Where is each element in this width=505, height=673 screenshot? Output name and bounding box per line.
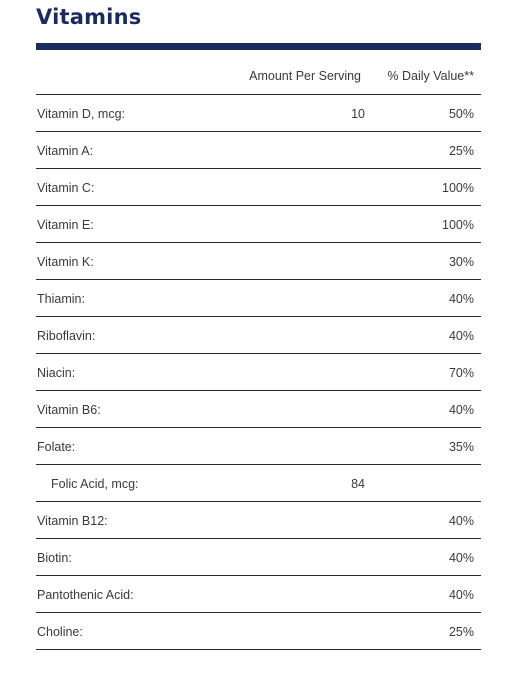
table-row [36, 391, 481, 428]
table-row [36, 539, 481, 576]
nutrient-name: Riboflavin: [37, 329, 96, 343]
nutrient-daily-value: 30% [448, 255, 474, 269]
nutrient-name: Biotin: [37, 551, 72, 565]
table-row [36, 502, 481, 539]
nutrient-daily-value: 40% [448, 588, 474, 602]
nutrient-daily-value: 25% [448, 144, 474, 158]
amount-per-serving-header: Amount Per Serving [249, 69, 361, 83]
nutrient-name: Vitamin C: [37, 181, 95, 195]
nutrient-name: Vitamin A: [37, 144, 94, 158]
section-title: Vitamins [36, 5, 142, 29]
nutrient-name: Choline: [37, 625, 83, 639]
nutrient-name: Pantothenic Acid: [37, 588, 134, 602]
title-underline-bar [36, 43, 481, 50]
nutrient-daily-value: 25% [448, 625, 474, 639]
table-row [36, 317, 481, 354]
nutrient-name: Folic Acid, mcg: [51, 477, 139, 491]
nutrient-name: Niacin: [37, 366, 76, 380]
nutrient-daily-value: 40% [448, 551, 474, 565]
table-row [36, 243, 481, 280]
nutrient-name: Vitamin E: [37, 218, 94, 232]
nutrient-daily-value: 35% [448, 440, 474, 454]
table-row [36, 132, 481, 169]
nutrient-amount: 84 [351, 477, 365, 491]
nutrient-name: Vitamin K: [37, 255, 94, 269]
nutrient-name: Vitamin D, mcg: [37, 107, 125, 121]
nutrient-amount: 10 [351, 107, 365, 121]
nutrient-daily-value: 40% [448, 292, 474, 306]
daily-value-header: % Daily Value** [387, 69, 474, 83]
nutrient-name: Folate: [37, 440, 76, 454]
nutrient-daily-value: 40% [448, 403, 474, 417]
vitamins-table [36, 58, 481, 650]
table-row [36, 169, 481, 206]
table-row [36, 576, 481, 613]
table-row [36, 206, 481, 243]
nutrient-name: Vitamin B12: [37, 514, 108, 528]
table-row [36, 280, 481, 317]
nutrient-daily-value: 100% [442, 181, 474, 195]
table-header [36, 58, 481, 95]
nutrient-daily-value: 70% [448, 366, 474, 380]
table-body [36, 95, 481, 650]
table-row [36, 354, 481, 391]
nutrient-daily-value: 100% [442, 218, 474, 232]
nutrient-daily-value: 40% [448, 329, 474, 343]
nutrient-name: Vitamin B6: [37, 403, 101, 417]
nutrient-name: Thiamin: [37, 292, 85, 306]
table-row [36, 428, 481, 465]
nutrient-daily-value: 50% [448, 107, 474, 121]
nutrient-daily-value: 40% [448, 514, 474, 528]
table-row [36, 95, 481, 132]
table-row [36, 613, 481, 650]
table-row [36, 465, 481, 502]
